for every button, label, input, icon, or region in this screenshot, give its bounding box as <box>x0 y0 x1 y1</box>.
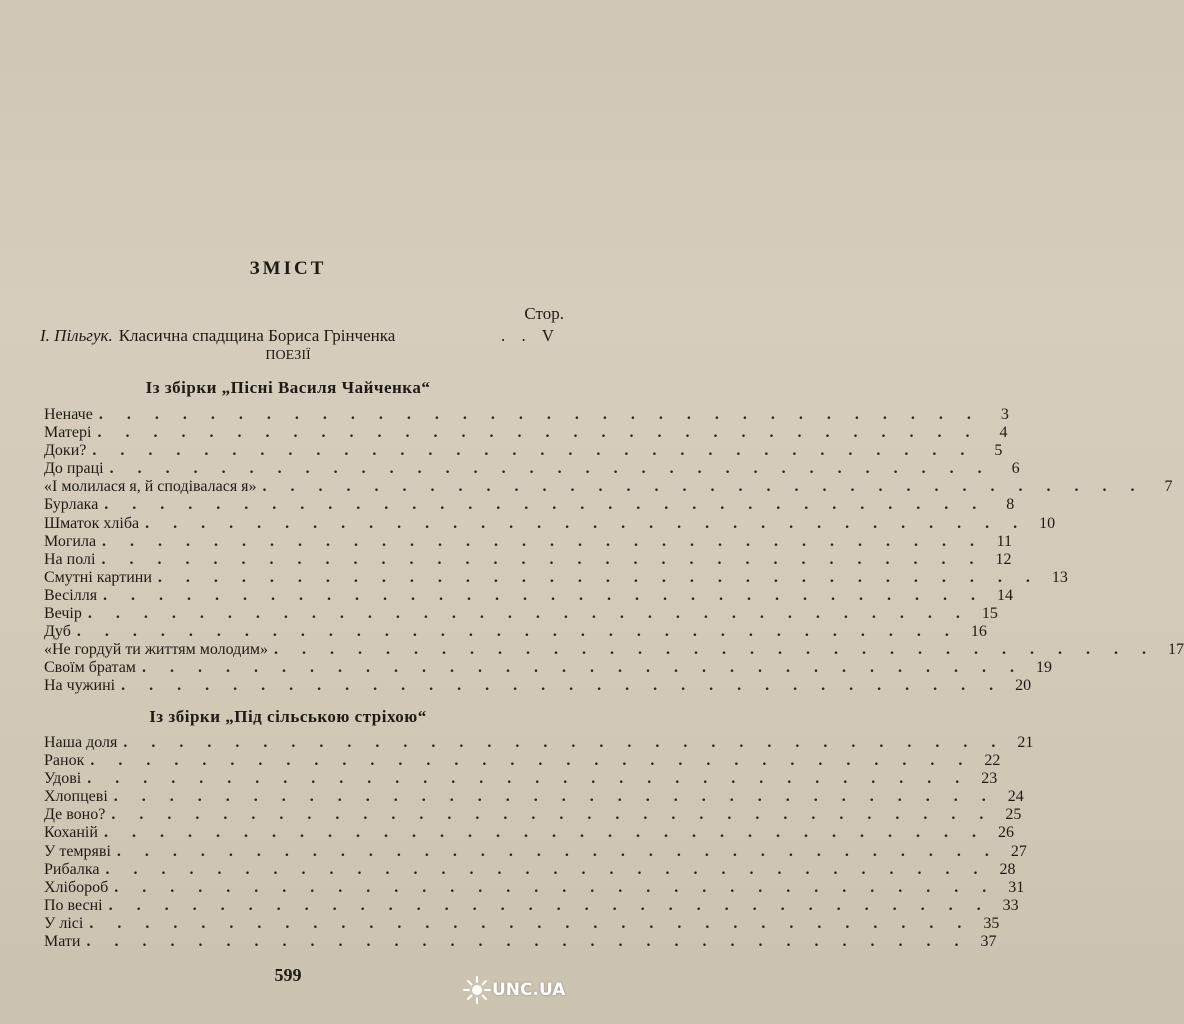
toc-entry <box>44 770 998 788</box>
dot-leader: . . . . . . . . . . . . . . . . . . . . . . . . . . . . . . . . <box>114 878 997 896</box>
toc-entry-page: 17 <box>1168 641 1184 659</box>
toc-entry-title: Дуб <box>44 623 71 641</box>
toc-entry <box>44 842 1027 861</box>
toc-entry <box>44 878 1025 897</box>
toc-entry-page: 24 <box>1007 788 1024 806</box>
dot-leader: . . . . . . . . . . . . . . . . . . . . . . . . . . . . . . . . <box>145 514 1028 532</box>
toc-entry-page: 20 <box>1015 677 1032 695</box>
toc-entry-title: На чужині <box>44 677 116 695</box>
dot-leader: . . . . . . . . . . . . . . . . . . . . . . . . . . . . . . . . <box>274 641 1157 659</box>
toc-entry-page: 8 <box>1006 496 1015 514</box>
intro-page: V <box>541 326 554 345</box>
toc-entry <box>44 478 1173 496</box>
dot-leader: . . . . . . . . . . . . . . . . . . . . . . . . . . . . . . . . <box>111 806 994 824</box>
dot-leader: . . . . . . . . . . . . . . . . . . . . . . . . . . . . . . . . <box>104 496 987 514</box>
dot-leader: . . . . . . . . . . . . . . . . . . . . . . . . . . . . . . . . <box>108 896 991 914</box>
toc-entry <box>44 550 1012 569</box>
toc-entry-title: Весілля <box>44 586 98 604</box>
dot-leader: . . . . . . . . . . . . . . . . . . . . . . . . . . . . . . . . <box>103 824 986 842</box>
toc-entry <box>44 586 1014 605</box>
toc-entry-page: 3 <box>1000 406 1009 423</box>
toc-entry-title: Удові <box>44 770 82 788</box>
toc-entry-page: 33 <box>1002 896 1019 914</box>
section-title-chaichenko: Із збірки „Пісні Василя Чайченка“ <box>145 378 431 397</box>
page-number: 599 <box>274 965 302 985</box>
toc-entry-title: Наша доля <box>44 734 118 751</box>
toc-entry-page: 10 <box>1039 514 1056 532</box>
watermark-text: UNC.UA <box>492 980 566 1000</box>
toc-entry-page: 14 <box>997 586 1014 604</box>
toc-entry <box>44 641 1184 659</box>
toc-entry-title: Доки? <box>44 442 87 460</box>
toc-entry-title: Шматок хліба <box>44 514 140 532</box>
dot-leader: . . . . . . . . . . . . . . . . . . . . . . . . . . . . . . . . <box>86 933 969 951</box>
sun-icon <box>462 975 492 1005</box>
dot-leader: . . . . . . . . . . . . . . . . . . . . . . . . . . . . . . . . <box>97 424 980 442</box>
toc-entry-title: Неначе <box>44 406 93 423</box>
toc-entry-title: Своїм братам <box>44 659 136 677</box>
toc-entry-title: Хлопцеві <box>44 788 108 806</box>
dot-leader: . . . . . . . . . . . . . . . . . . . . . . . . . . . . . . . . <box>87 770 970 788</box>
toc-entry <box>44 824 1014 842</box>
toc-entry-page: 22 <box>984 752 1001 770</box>
toc-entry-page: 11 <box>996 532 1013 550</box>
dot-leader: . . . . . . . . . . . . . . . . . . . . . . . . . . . . . . . . <box>89 914 972 932</box>
dot-leader: . . . . . . . . . . . . . . . . . . . . . . . . . . . . . . . . <box>101 550 984 568</box>
dot-leader: . . . . . . . . . . . . . . . . . . . . . . . . . . . . . . . . <box>121 677 1004 695</box>
toc-entry-page: 28 <box>999 860 1016 878</box>
toc-entry <box>44 677 1032 695</box>
toc-entry <box>44 424 1008 442</box>
toc-entry <box>44 532 1013 551</box>
toc-entry-page: 35 <box>983 914 1000 932</box>
toc-list-strikhoiu <box>44 734 1034 951</box>
toc-entry-title: Бурлака <box>44 496 99 514</box>
watermark <box>462 966 570 1014</box>
toc-entry-page: 27 <box>1010 842 1027 860</box>
toc-entry-page: 4 <box>999 424 1008 442</box>
toc-entry-title: На полі <box>44 550 96 568</box>
toc-entry <box>44 514 1056 533</box>
toc-entry-title: Матері <box>44 424 92 442</box>
toc-entry <box>44 806 1022 824</box>
toc-entry-page: 16 <box>970 623 987 641</box>
page-column-label: Стор. <box>524 304 564 323</box>
toc-entry <box>44 752 1001 770</box>
toc-entry-page: 7 <box>1164 478 1173 496</box>
toc-entry-page: 5 <box>994 442 1003 460</box>
dot-leader: . . . . . . . . . . . . . . . . . . . . . . . . . . . . . . . . <box>76 623 959 641</box>
dot-leader: . . . . . . . . . . . . . . . . . . . . . . . . . . . . . . . . <box>98 406 981 423</box>
toc-entry-page: 23 <box>981 770 998 788</box>
intro-title: Класична спадщина Бориса Грінченка <box>118 326 396 345</box>
toc-entry-title: Могила <box>44 532 97 550</box>
page-title: ЗМІСТ <box>249 258 327 279</box>
toc-entry <box>44 460 1020 478</box>
toc-entry <box>44 860 1016 879</box>
toc-entry <box>44 605 998 623</box>
toc-entry-page: 37 <box>980 933 997 951</box>
toc-entry <box>44 933 997 951</box>
toc-entry-page: 21 <box>1017 734 1034 751</box>
toc-entry <box>44 896 1019 915</box>
toc-entry-title: У темряві <box>44 842 111 860</box>
dot-leader: . . . . . . . . . . . . . . . . . . . . . . . . . . . . . . . . <box>262 478 1145 496</box>
toc-list-chaichenko <box>44 406 1184 696</box>
toc-entry-title: Вечір <box>44 605 82 623</box>
toc-entry-title: Рибалка <box>44 860 100 878</box>
toc-entry-title: По весні <box>44 896 103 914</box>
toc-entry <box>44 496 1015 514</box>
toc-entry-page: 26 <box>997 824 1014 842</box>
dot-leader: . . . . . . . . . . . . . . . . . . . . . . . . . . . . . . . . <box>90 752 973 770</box>
toc-entry-page: 13 <box>1051 568 1068 586</box>
toc-entry <box>44 734 1034 752</box>
toc-entry-title: Коханій <box>44 824 98 842</box>
intro-entry <box>40 326 554 346</box>
toc-entry-title: «І молилася я, й сподівалася я» <box>44 478 257 496</box>
dot-leader: . . . . . . . . . . . . . . . . . . . . . . . . . . . . . . . . <box>103 586 986 604</box>
toc-entry-page: 15 <box>981 605 998 623</box>
poetry-heading: ПОЕЗІЇ <box>265 348 311 363</box>
dot-leader: . . . . . . . . . . . . . . . . . . . . . . . . . . . . . . . . <box>123 734 1006 751</box>
dot-leader: . . . . . . . . . . . . . . . . . . . . . . . . . . . . . . . . <box>157 568 1040 586</box>
toc-entry-title: Смутні картини <box>44 568 152 586</box>
toc-entry-page: 12 <box>995 550 1012 568</box>
dot-leader: . . . . . . . . . . . . . . . . . . . . . . . . . . . . . . . . <box>113 788 996 806</box>
toc-entry <box>44 788 1024 806</box>
dot-leader: . . . . . . . . . . . . . . . . . . . . . . . . . . . . . . . . <box>141 659 1024 677</box>
dot-leader: . . . . . . . . . . . . . . . . . . . . . . . . . . . . . . . . <box>92 442 975 460</box>
toc-entry <box>44 406 1009 424</box>
toc-entry <box>44 568 1068 587</box>
toc-entry-page: 6 <box>1011 460 1020 478</box>
toc-entry-page: 31 <box>1008 878 1025 896</box>
toc-entry-title: Ранок <box>44 752 85 770</box>
toc-entry-page: 19 <box>1035 659 1052 677</box>
dot-leader: . . . . . . . . . . . . . . . . . . . . . . . . . . . . . . . . <box>109 460 992 478</box>
toc-entry <box>44 442 1003 460</box>
toc-entry <box>44 914 1000 933</box>
dot-leader: . . . . . . . . . . . . . . . . . . . . . . . . . . . . . . . . <box>102 532 985 550</box>
dot-leader: . . <box>500 326 532 345</box>
toc-entry-title: До праці <box>44 460 104 478</box>
toc-entry-title: Хлібороб <box>44 878 109 896</box>
dot-leader: . . . . . . . . . . . . . . . . . . . . . . . . . . . . . . . . <box>116 842 999 860</box>
toc-entry <box>44 659 1052 677</box>
toc-entry <box>44 623 987 641</box>
toc-entry-title: Мати <box>44 933 81 951</box>
toc-entry-title: У лісі <box>44 914 84 932</box>
toc-entry-page: 25 <box>1005 806 1022 824</box>
toc-entry-title: «Не гордуй ти життям молодим» <box>44 641 269 659</box>
section-title-strikhoiu: Із збірки „Під сільською стріхою“ <box>149 707 427 726</box>
dot-leader: . . . . . . . . . . . . . . . . . . . . . . . . . . . . . . . . <box>105 860 988 878</box>
dot-leader: . . . . . . . . . . . . . . . . . . . . . . . . . . . . . . . . <box>87 605 970 623</box>
toc-entry-title: Де воно? <box>44 806 106 824</box>
intro-author: І. Пільгук. <box>40 326 113 345</box>
